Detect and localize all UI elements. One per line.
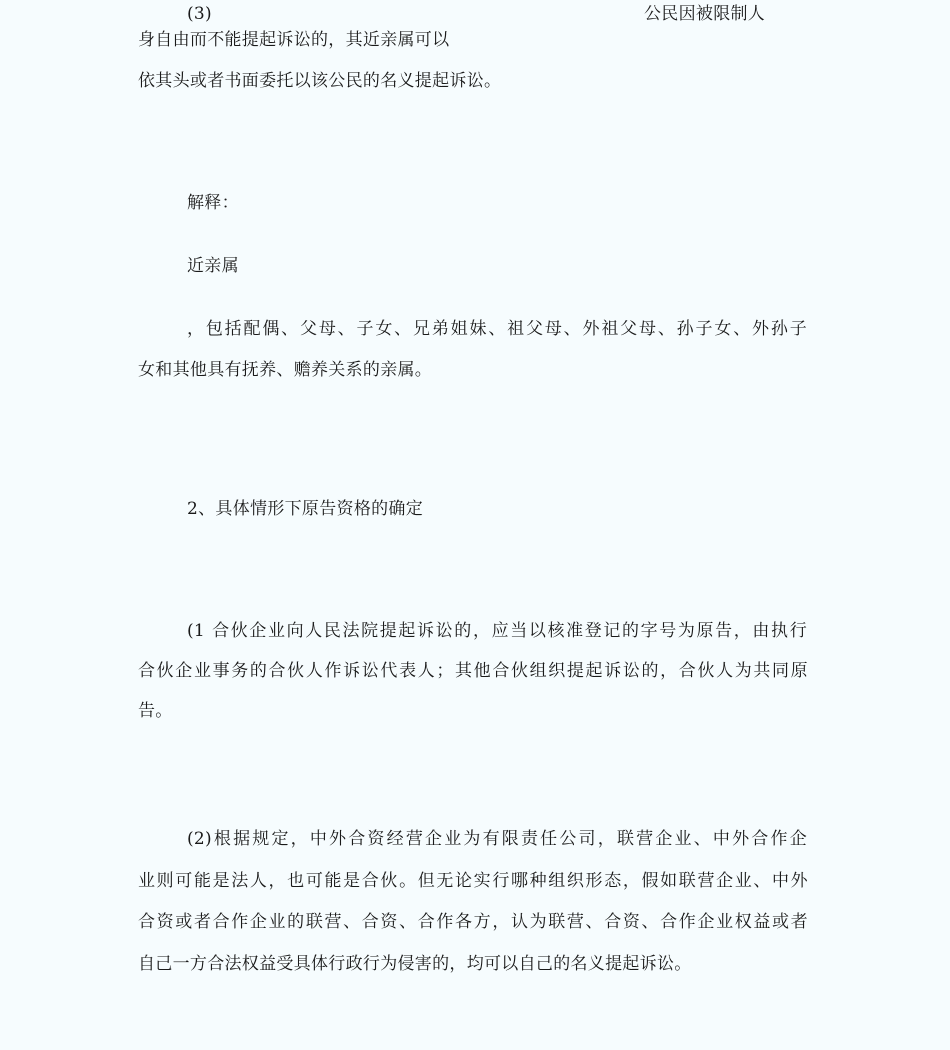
- paragraph-line: 身自由而不能提起诉讼的，其近亲属可以: [138, 30, 450, 50]
- paragraph-line: 告。: [138, 701, 173, 721]
- paragraph-line: 合资或者合作企业的联营、合资、合作各方，认为联营、合资、合作企业权益或者: [138, 912, 808, 932]
- paragraph-line: 自己一方合法权益受具体行政行为侵害的，均可以自己的名义提起诉讼。: [138, 954, 692, 974]
- paragraph-line: (2)根据规定，中外合资经营企业为有限责任公司，联营企业、中外合作企: [187, 829, 807, 849]
- paragraph-line: 业则可能是法人，也可能是合伙。但无论实行哪种组织形态，假如联营企业、中外: [138, 871, 808, 891]
- paragraph-line: 合伙企业事务的合伙人作诉讼代表人；其他合伙组织提起诉讼的，合伙人为共同原: [138, 661, 808, 681]
- paragraph-line: 依其头或者书面委托以该公民的名义提起诉讼。: [138, 71, 502, 91]
- paragraph-number: (3): [187, 4, 212, 24]
- defined-term: 近亲属: [187, 256, 239, 276]
- definition-line: 女和其他具有抚养、赡养关系的亲属。: [138, 360, 433, 380]
- explanation-label: 解释：: [187, 193, 239, 213]
- paragraph-head-text: 公民因被限制人: [644, 4, 766, 24]
- section-heading: 2、具体情形下原告资格的确定: [187, 499, 424, 519]
- paragraph-line: (1 合伙企业向人民法院提起诉讼的，应当以核准登记的字号为原告，由执行: [187, 621, 807, 641]
- definition-line: ，包括配偶、父母、子女、兄弟姐妹、祖父母、外祖父母、孙子女、外孙子: [187, 319, 807, 339]
